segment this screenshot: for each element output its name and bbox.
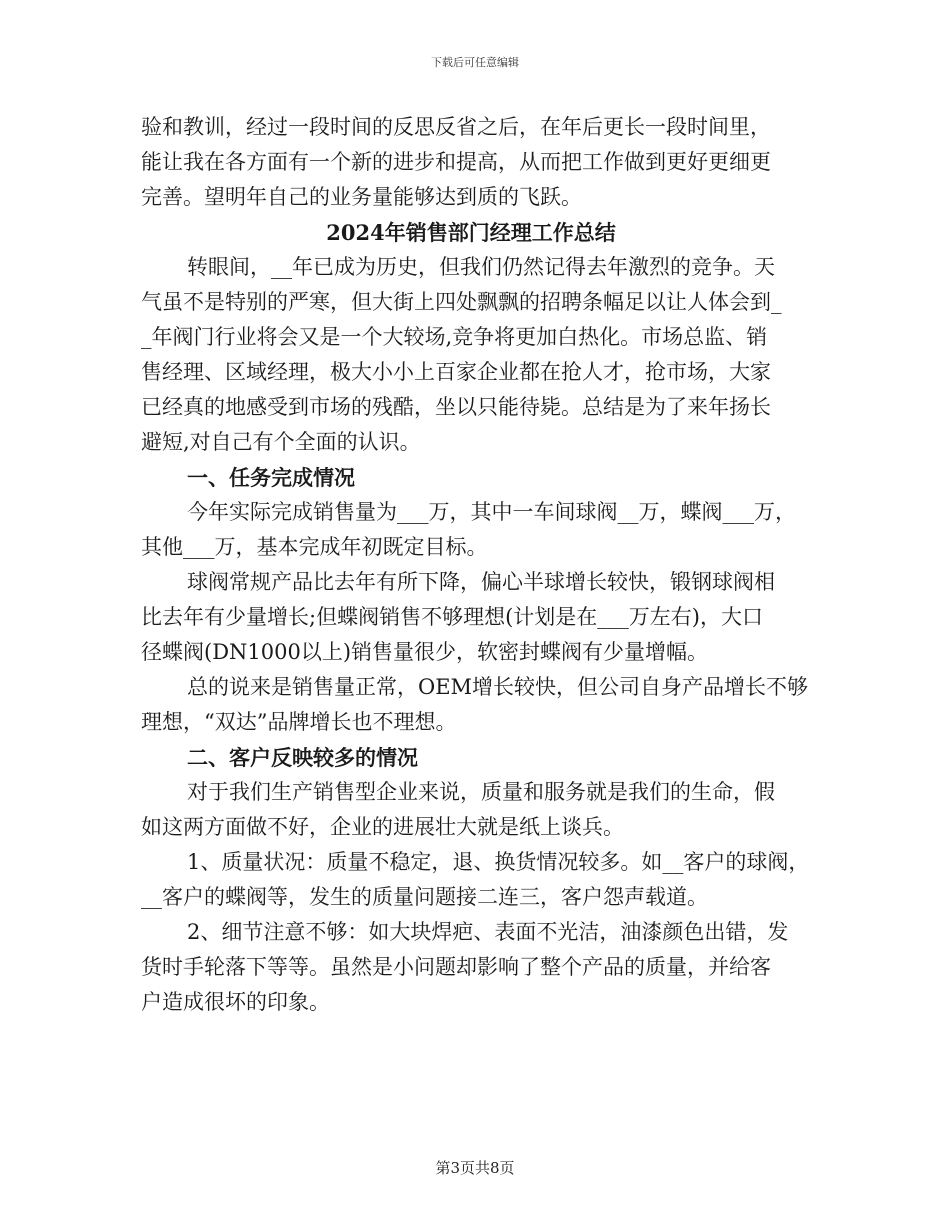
paragraph-line: 径蝶阀(DN1000以上)销售量很少，软密封蝶阀有少量增幅。 (141, 640, 709, 664)
page-header: 下载后可任意编辑 (431, 56, 519, 69)
paragraph-line: 户造成很坏的印象。 (141, 990, 330, 1014)
paragraph-line: 避短,对自己有个全面的认识。 (141, 430, 421, 454)
paragraph-line: 总的说来是销售量正常，OEM增长较快，但公司自身产品增长不够 (187, 675, 809, 699)
page-footer: 第3页共8页 (435, 1159, 515, 1177)
paragraph-line: __客户的蝶阀等，发生的质量问题接二连三，客户怨声载道。 (141, 885, 708, 909)
paragraph-line: 对于我们生产销售型企业来说，质量和服务就是我们的生命，假 (187, 780, 775, 804)
paragraph-line: 理想，“双达”品牌增长也不理想。 (141, 710, 457, 734)
paragraph-line: 已经真的地感受到市场的残酷，坐以只能待毙。总结是为了来年扬长 (141, 395, 771, 419)
paragraph-line: 气虽不是特别的严寒，但大街上四处飘飘的招聘条幅足以让人体会到_ (141, 290, 782, 314)
paragraph-line: 售经理、区域经理，极大小小上百家企业都在抢人才，抢市场，大家 (141, 360, 771, 384)
paragraph-line: _年阀门行业将会又是一个大较场,竞争将更加白热化。市场总监、销 (141, 325, 768, 349)
paragraph-line: 比去年有少量增长;但蝶阀销售不够理想(计划是在___万左右)，大口 (141, 605, 763, 629)
paragraph-line: 货时手轮落下等等。虽然是小问题却影响了整个产品的质量，并给客 (141, 955, 771, 979)
section-heading: 二、客户反映较多的情况 (187, 745, 418, 770)
paragraph-line: 验和教训，经过一段时间的反思反省之后，在年后更长一段时间里， (141, 115, 771, 139)
paragraph-line: 完善。望明年自己的业务量能够达到质的飞跃。 (141, 185, 582, 209)
paragraph-line: 2、细节注意不够：如大块焊疤、表面不光洁，油漆颜色出错，发 (187, 920, 789, 944)
paragraph-line: 1、质量状况：质量不稳定，退、换货情况较多。如__客户的球阀， (187, 850, 810, 874)
paragraph-line: 其他___万，基本完成年初既定目标。 (141, 535, 488, 559)
document-title: 2024年销售部门经理工作总结 (326, 220, 616, 245)
paragraph-line: 球阀常规产品比去年有所下降，偏心半球增长较快，锻钢球阀相 (187, 570, 775, 594)
paragraph-line: 能让我在各方面有一个新的进步和提高，从而把工作做到更好更细更 (141, 150, 771, 174)
paragraph-line: 如这两方面做不好，企业的进展壮大就是纸上谈兵。 (141, 815, 624, 839)
section-heading: 一、任务完成情况 (187, 465, 355, 490)
document-body (141, 110, 811, 1020)
paragraph-line: 今年实际完成销售量为___万，其中一车间球阀__万，蝶阀___万， (187, 500, 796, 524)
paragraph-line: 转眼间，__年已成为历史，但我们仍然记得去年激烈的竞争。天 (187, 255, 775, 279)
